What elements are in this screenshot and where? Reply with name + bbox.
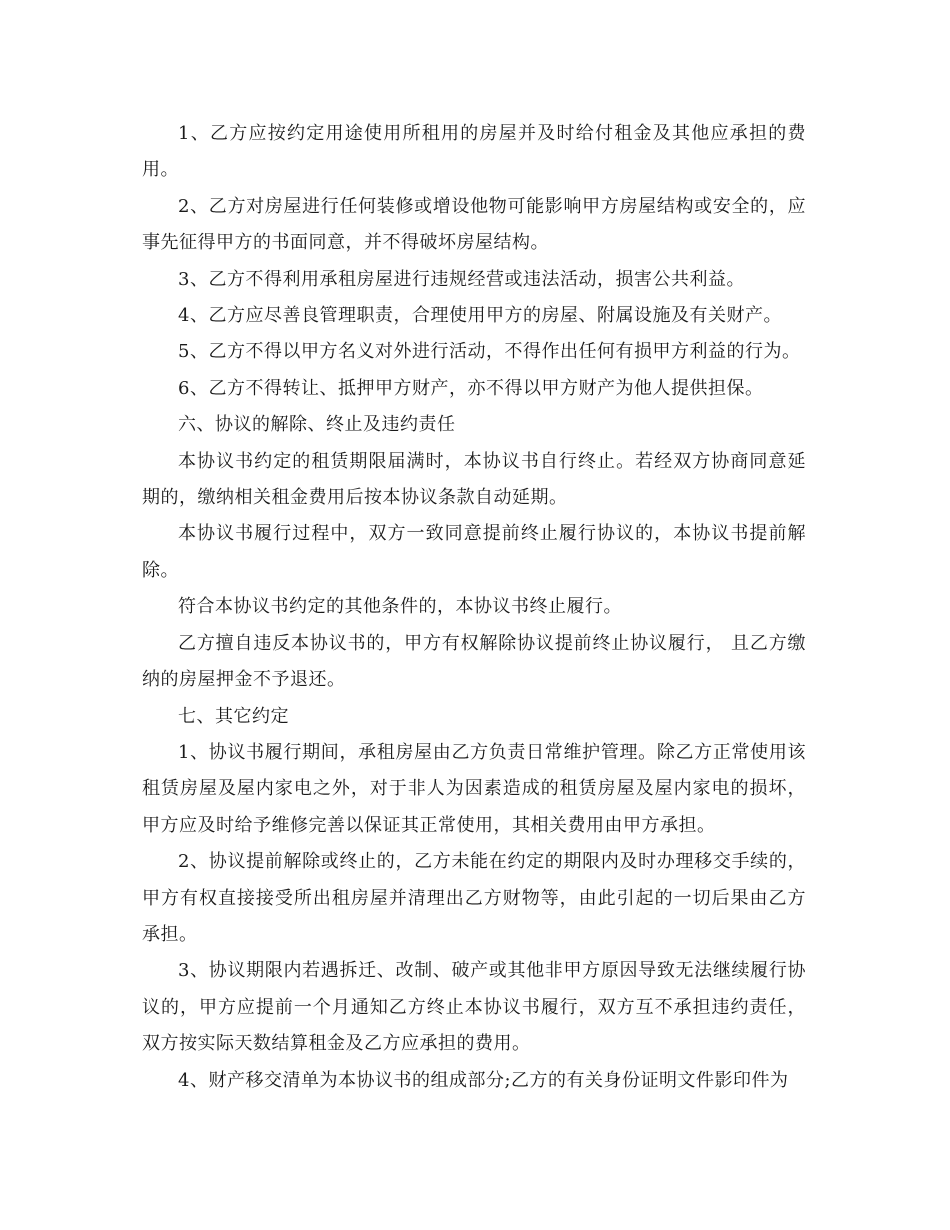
- clause-5-4: 4、乙方应尽善良管理职责，合理使用甲方的房屋、附属设施及有关财产。: [178, 305, 782, 327]
- clause-5-6: 6、乙方不得转让、抵押甲方财产，亦不得以甲方财产为他人提供担保。: [178, 377, 764, 399]
- clause-7-1: 1、协议书履行期间，承租房屋由乙方负责日常维护管理。除乙方正常使用该租赁房屋及屋内家电之外，对于非人为因素造成的租赁房屋及屋内家电的损坏，甲方应及时给予维修完善以保证其正常使用，其相关费用由甲方承担。: [142, 741, 806, 836]
- section-heading-7: 七、其它约定: [178, 705, 289, 727]
- clause-7-4: 4、财产移交清单为本协议书的组成部分;乙方的有关身份证明文件影印件为: [178, 1069, 789, 1091]
- document-body: [142, 116, 806, 1099]
- clause-5-3: 3、乙方不得利用承租房屋进行违规经营或违法活动，损害公共利益。: [178, 268, 745, 290]
- clause-7-2: 2、协议提前解除或终止的，乙方未能在约定的期限内及时办理移交手续的，甲方有权直接接受所出租房屋并清理出乙方财物等，由此引起的一切后果由乙方承担。: [142, 851, 806, 945]
- clause-5-5: 5、乙方不得以甲方名义对外进行活动，不得作出任何有损甲方利益的行为。: [178, 341, 801, 363]
- clause-5-1: 1、乙方应按约定用途使用所租用的房屋并及时给付租金及其他应承担的费用。: [142, 123, 806, 181]
- clause-5-2: 2、乙方对房屋进行任何装修或增设他物可能影响甲方房屋结构或安全的，应事先征得甲方的书面同意，并不得破坏房屋结构。: [142, 195, 806, 254]
- section-heading-6: 六、协议的解除、终止及违约责任: [178, 414, 456, 436]
- clause-6-3: 符合本协议书约定的其他条件的，本协议书终止履行。: [178, 596, 622, 618]
- clause-6-2: 本协议书履行过程中，双方一致同意提前终止履行协议的，本协议书提前解除。: [142, 523, 806, 581]
- clause-7-3: 3、协议期限内若遇拆迁、改制、破产或其他非甲方原因导致无法继续履行协议的，甲方应提前一个月通知乙方终止本协议书履行，双方互不承担违约责任，双方按实际天数结算租金及乙方应承担的费用。: [142, 960, 806, 1055]
- clause-6-1: 本协议书约定的租赁期限届满时，本协议书自行终止。若经双方协商同意延期的，缴纳相关租金费用后按本协议条款自动延期。: [142, 450, 806, 509]
- clause-6-4: 乙方擅自违反本协议书的，甲方有权解除协议提前终止协议履行， 且乙方缴纳的房屋押金不予退还。: [142, 632, 806, 691]
